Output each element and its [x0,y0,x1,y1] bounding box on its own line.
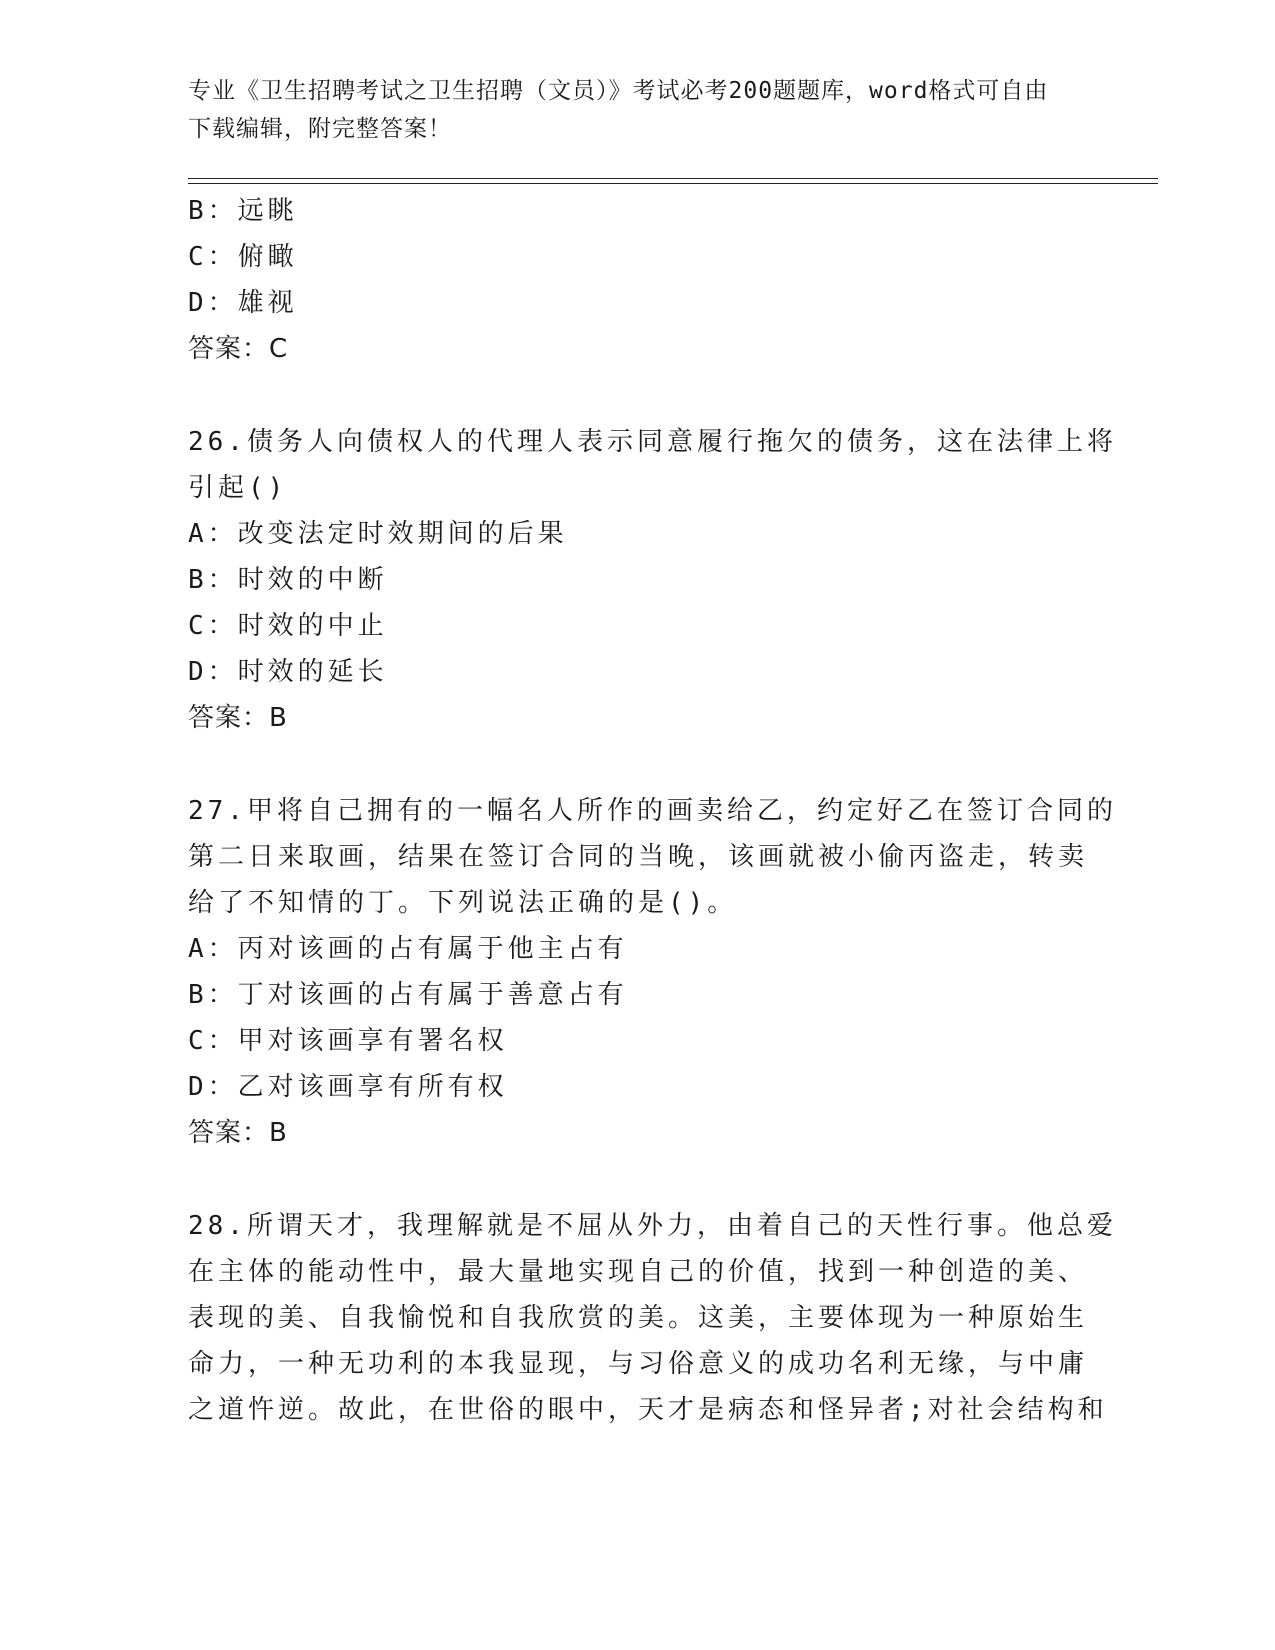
header-rule-top [188,178,1158,179]
question-stem-line: 第二日来取画，结果在签订合同的当晚，该画就被小偷丙盗走，转卖 [188,842,1089,872]
document-header: 专业《卫生招聘考试之卫生招聘（文员）》考试必考200题题库，word格式可自由下载编辑，附完整答案！ [188,78,1049,142]
question-block-26 [188,419,1117,741]
header-rule-bottom [188,183,1158,184]
spacer [188,741,1088,788]
option-c: C：时效的中止 [188,611,388,641]
option-a: A：改变法定时效期间的后果 [188,519,568,549]
question-block-27 [188,788,1117,1156]
option-c: C：俯瞰 [188,242,298,272]
option-b: B：丁对该画的占有属于善意占有 [188,980,628,1010]
question-stem-line: 在主体的能动性中，最大量地实现自己的价值，找到一种创造的美、 [188,1257,1089,1287]
question-block-28 [188,1203,1117,1433]
question-stem-line: 27.甲将自己拥有的一幅名人所作的画卖给乙，约定好乙在签订合同的 [188,796,1117,826]
option-c: C：甲对该画享有署名权 [188,1026,508,1056]
option-d: D：时效的延长 [188,657,388,687]
option-b: B：时效的中断 [188,565,388,595]
option-d: D：乙对该画享有所有权 [188,1072,508,1102]
question-block-25 [188,188,1088,372]
answer-line: 答案：C [188,334,289,364]
option-d: D：雄视 [188,288,298,318]
option-a: A：丙对该画的占有属于他主占有 [188,934,628,964]
question-stem-line: 引起() [188,473,288,503]
question-stem-line: 之道忤逆。故此，在世俗的眼中，天才是病态和怪异者;对社会结构和 [188,1395,1108,1425]
question-stem-line: 命力，一种无功利的本我显现，与习俗意义的成功名利无缘，与中庸 [188,1349,1089,1379]
answer-line: 答案：B [188,1118,288,1148]
spacer [188,1156,1088,1203]
answer-line: 答案：B [188,703,288,733]
question-stem-line: 表现的美、自我愉悦和自我欣赏的美。这美，主要体现为一种原始生 [188,1303,1089,1333]
spacer [188,372,1088,419]
question-stem-line: 28.所谓天才，我理解就是不屈从外力，由着自己的天性行事。他总爱 [188,1211,1117,1241]
question-stem-line: 给了不知情的丁。下列说法正确的是()。 [188,888,738,918]
option-b: B：远眺 [188,196,298,226]
document-body [188,188,1117,1433]
question-stem-line: 26.债务人向债权人的代理人表示同意履行拖欠的债务，这在法律上将 [188,427,1117,457]
